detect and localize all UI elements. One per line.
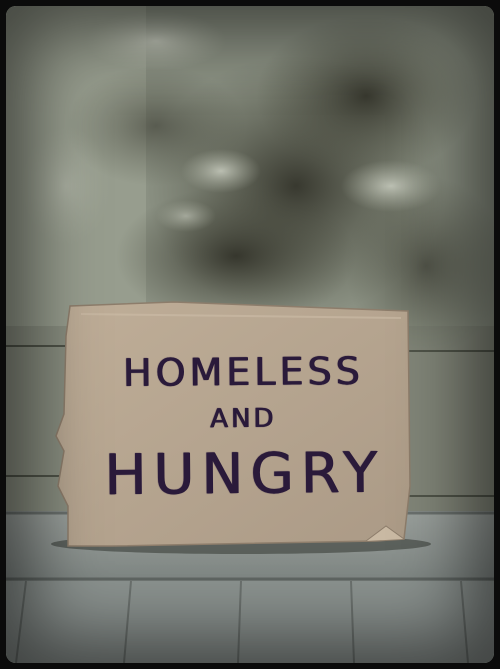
photo-frame bbox=[6, 6, 494, 663]
street-scene bbox=[6, 6, 494, 663]
paving-tiles bbox=[6, 581, 494, 663]
sign-line-and: AND bbox=[209, 403, 277, 435]
sign-line-hungry: HUNGRY bbox=[103, 440, 385, 509]
sign-line-homeless: HOMELESS bbox=[122, 348, 364, 396]
